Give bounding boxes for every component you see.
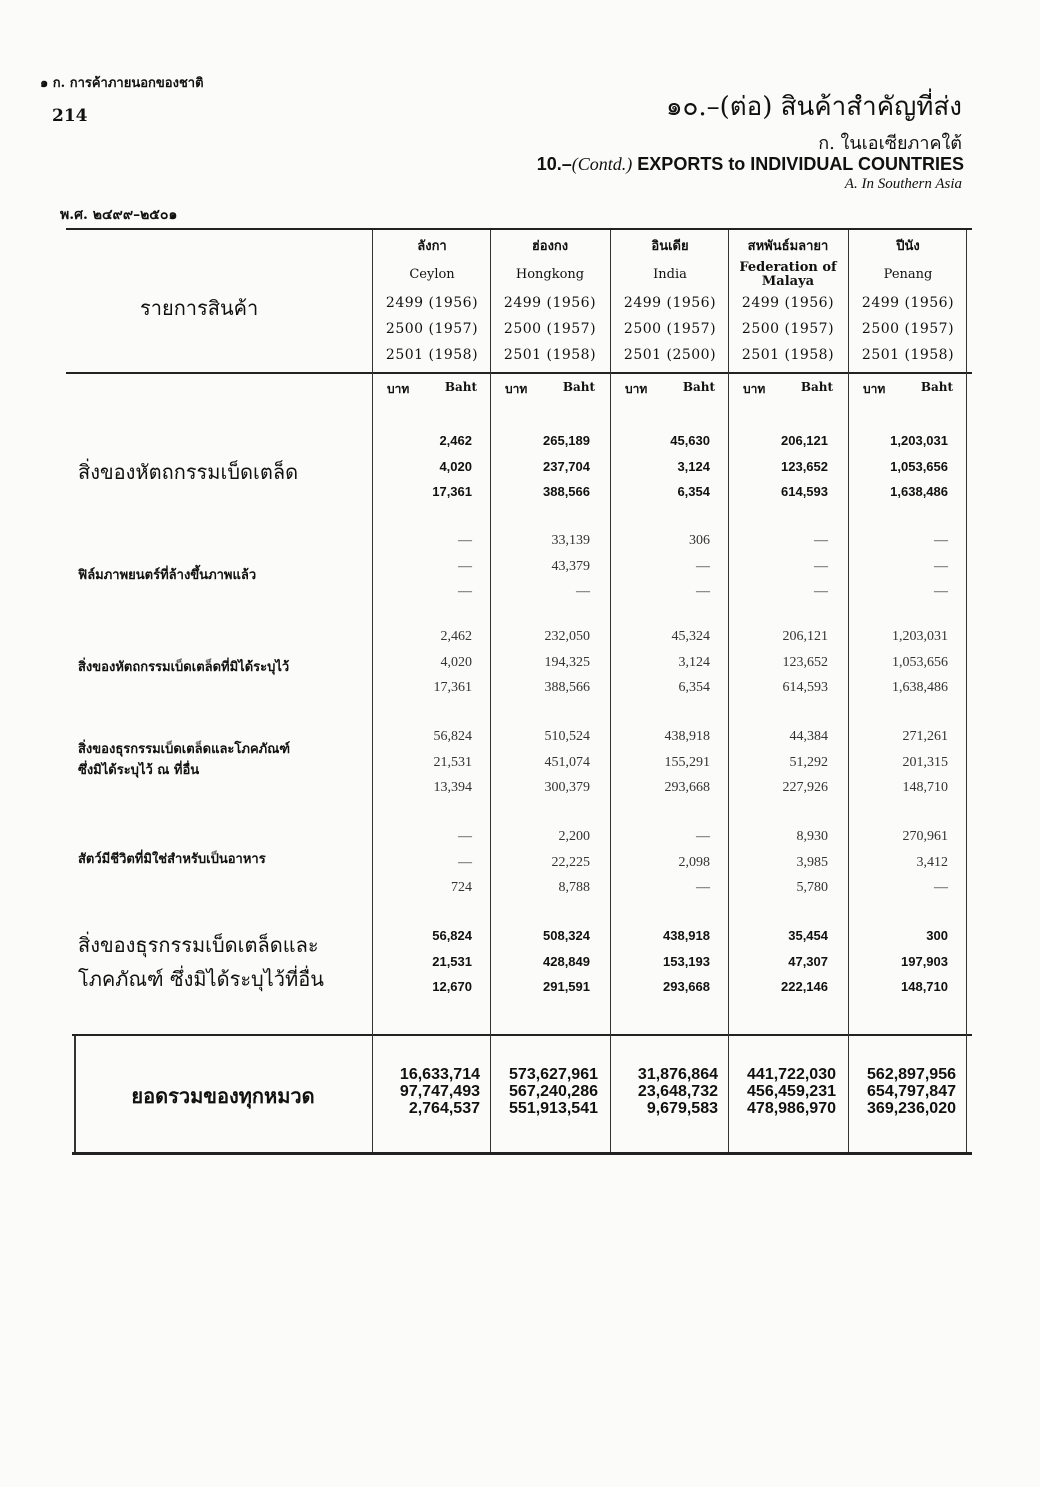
column-en-name: Ceylon [409,267,455,282]
total-cell-group [842,1066,956,1117]
table-cell: — [696,584,710,599]
table-cell: 45,630 [670,433,710,448]
total-cell: 9,679,583 [646,1100,718,1117]
table-cell-group [848,923,948,1000]
column-year: 2499 (1956) [503,295,597,311]
table-cell: 6,354 [677,484,710,499]
column-year: 2501 (1958) [385,347,479,363]
unit-row [611,380,729,399]
table-cell: 291,591 [543,979,590,994]
table-cell-group [610,428,710,505]
unit-en: Baht [682,380,715,394]
table-cell: 22,225 [551,854,590,870]
table-cell: 232,050 [544,629,590,644]
row-label-line: สิ่งของธุรกรรมเบ็ดเตล็ดและโภคภัณฑ์ [78,742,291,757]
table-cell-group [372,428,472,505]
table-cell: — [576,584,590,599]
table-cell: 438,918 [664,729,710,744]
unit-en: Baht [800,380,833,394]
table-cell: 3,412 [916,854,948,870]
table-cell: 614,593 [782,680,828,695]
table-cell: — [458,533,472,548]
table-cell: 1,638,486 [892,680,948,695]
table-cell: 35,454 [788,928,828,943]
table-top-rule [66,228,972,230]
table-cell: 1,053,656 [890,458,948,474]
table-cell: 6,354 [678,680,710,695]
table-cell: 300 [926,928,948,943]
table-cell: 155,291 [664,754,710,770]
row-label-line: สิ่งของธุรกรรมเบ็ดเตล็ดและ [78,933,319,957]
unit-row [849,380,967,399]
table-cell: 33,139 [551,533,590,548]
table-cell: 21,531 [433,754,472,770]
unit-th: บาท [505,382,528,396]
total-cell-group [366,1066,480,1117]
table-cell: 148,710 [902,780,948,795]
table-cell-group [490,824,590,901]
unit-en: Baht [444,380,477,394]
table-cell: 21,531 [432,953,472,969]
table-cell: — [814,558,828,574]
table-cell: 451,074 [544,754,590,770]
table-cell-group [372,624,472,701]
table-cell: 194,325 [544,654,590,670]
table-cell: 206,121 [782,629,828,644]
column-year: 2501 (2500) [623,347,717,363]
table-cell-group [372,923,472,1000]
column-en-name: Federation of Malaya [739,260,837,289]
row-label [78,738,368,780]
table-cell: 17,361 [433,680,472,695]
table-cell: 222,146 [781,979,828,994]
table-cell-group [848,624,948,701]
table-cell-group [610,724,710,801]
table-cell: — [934,880,948,895]
column-header-penang [849,238,967,399]
title-english-prefix: 10.– [536,154,572,174]
table-cell-group [490,528,590,605]
table-cell: 206,121 [781,433,828,448]
table-cell: 614,593 [781,484,828,499]
column-year: 2499 (1956) [741,295,835,311]
period-label: พ.ศ. ๒๔๙๙–๒๕๐๑ [60,207,178,223]
total-cell: 2,764,537 [408,1100,480,1117]
table-cell: 13,394 [433,780,472,795]
table-cell: 197,903 [901,953,948,969]
table-cell-group [490,624,590,701]
column-year: 2500 (1957) [623,321,717,337]
table-cell: 306 [689,533,710,548]
table-cell: 388,566 [544,680,590,695]
table-cell-group [728,824,828,901]
table-cell: — [814,584,828,599]
table-cell: 44,384 [789,729,828,744]
table-cell: 43,379 [551,558,590,574]
table-cell-group [848,724,948,801]
table-cell-group [372,824,472,901]
table-cell-group [848,824,948,901]
column-en-name: Hongkong [515,267,585,282]
table-cell: 2,462 [439,433,472,448]
table-cell-group [728,923,828,1000]
unit-th: บาท [743,382,766,396]
table-cell-group [728,624,828,701]
table-cell: 2,098 [678,854,710,870]
row-label: สัตว์มีชีวิตที่มิใช่สำหรับเป็นอาหาร [78,852,266,867]
unit-row [373,380,491,399]
title-english-main: EXPORTS to INDIVIDUAL COUNTRIES [632,154,964,174]
unit-row [729,380,847,399]
table-cell-group [610,528,710,605]
column-year: 2501 (1958) [503,347,597,363]
column-en-name: India [653,267,687,282]
table-cell: — [814,533,828,548]
unit-th: บาท [625,382,648,396]
table-cell: 45,324 [671,629,710,644]
total-cell: 16,633,714 [399,1066,480,1083]
table-cell: — [934,533,948,548]
subtitle-english: A. In Southern Asia [844,176,962,192]
table-cell: — [458,558,472,574]
table-cell: 3,124 [678,654,710,670]
table-cell: 2,462 [440,629,472,644]
total-cell: 31,876,864 [637,1066,718,1083]
column-th-name: อินเดีย [651,239,689,254]
table-cell: — [696,880,710,895]
column-th-name: ลังกา [417,239,447,254]
table-cell: 123,652 [782,654,828,670]
table-bottom-rule [72,1152,972,1155]
unit-row [491,380,609,399]
table-cell: 153,193 [663,953,710,969]
table-cell-group [728,528,828,605]
table-cell: — [458,854,472,870]
table-cell: 4,020 [440,654,472,670]
table-cell: — [934,558,948,574]
total-cell-group [722,1066,836,1117]
total-cell: 654,797,847 [867,1083,956,1100]
table-cell: 56,824 [433,729,472,744]
row-label-line: ซึ่งมิได้ระบุไว้ ณ ที่อื่น [78,763,200,778]
column-year: 2500 (1957) [503,321,597,337]
row-label: สิ่งของหัตถกรรมเบ็ดเตล็ด [78,460,299,484]
column-header-india [611,238,729,399]
table-cell: 201,315 [902,754,948,770]
table-cell: 51,292 [789,754,828,770]
section-label: ๑ ก. การค้าภายนอกของชาติ [40,76,204,91]
row-header-label: รายการสินค้า [140,296,259,320]
column-year: 2499 (1956) [385,295,479,311]
column-year: 2499 (1956) [623,295,717,311]
table-cell: — [696,558,710,574]
table-cell: 270,961 [902,829,948,844]
column-year: 2501 (1958) [861,347,955,363]
row-label [78,928,368,996]
table-cell-group [848,528,948,605]
table-cell-group [610,824,710,901]
table-cell: 8,930 [796,829,828,844]
total-cell: 456,459,231 [747,1083,836,1100]
unit-en: Baht [562,380,595,394]
table-cell: 123,652 [781,458,828,474]
unit-th: บาท [387,382,410,396]
row-label-line: โภคภัณฑ์ ซึ่งมิได้ระบุไว้ที่อื่น [78,967,324,991]
column-header-hongkong [491,238,609,399]
table-cell: 265,189 [543,433,590,448]
table-cell-group [372,528,472,605]
table-cell-group [848,428,948,505]
table-cell: — [458,584,472,599]
table-cell: 148,710 [901,979,948,994]
table-cell: 293,668 [664,780,710,795]
table-cell: 1,203,031 [892,629,948,644]
table-cell-group [490,724,590,801]
table-cell: 237,704 [543,458,590,474]
row-label: สิ่งของหัตถกรรมเบ็ดเตล็ดที่มิได้ระบุไว้ [78,660,290,675]
table-cell: 428,849 [543,953,590,969]
table-cell: — [696,829,710,844]
table-cell: 724 [451,880,472,895]
total-label: ยอดรวมของทุกหมวด [131,1084,315,1108]
table-cell: 17,361 [432,484,472,499]
total-cell: 23,648,732 [637,1083,718,1100]
table-cell: 4,020 [439,458,472,474]
column-en-name: Penang [883,267,933,282]
table-cell: — [934,584,948,599]
table-cell-group [372,724,472,801]
column-th-name: สหพันธ์มลายา [747,239,829,254]
total-cell: 567,240,286 [509,1083,598,1100]
title-english-contd: (Contd.) [571,154,633,174]
table-cell: 5,780 [796,880,828,895]
table-cell: 56,824 [432,928,472,943]
total-left-border [74,1036,76,1152]
table-cell: 47,307 [788,953,828,969]
table-cell-group [610,624,710,701]
table-cell: 2,200 [558,829,590,844]
table-cell: 438,918 [663,928,710,943]
title-english [537,154,964,175]
table-cell-group [728,428,828,505]
total-cell: 478,986,970 [747,1100,836,1117]
column-year: 2500 (1957) [861,321,955,337]
page-number: 214 [52,106,88,126]
table-cell: 1,203,031 [890,433,948,448]
table-cell: 300,379 [544,780,590,795]
column-year: 2500 (1957) [385,321,479,337]
table-cell: 271,261 [902,729,948,744]
unit-th: บาท [863,382,886,396]
column-year: 2501 (1958) [741,347,835,363]
table-cell: 8,788 [558,880,590,895]
subtitle-thai: ก. ในเอเซียภาคใต้ [818,133,962,154]
column-th-name: ฮ่องกง [531,239,569,254]
table-cell: 12,670 [432,979,472,994]
table-cell-group [610,923,710,1000]
title-thai: ๑๐.–(ต่อ) สินค้าสำคัญที่ส่ง [665,92,962,122]
table-cell-group [728,724,828,801]
total-cell-group [484,1066,598,1117]
table-cell: 3,985 [796,854,828,870]
total-cell-group [604,1066,718,1117]
column-year: 2499 (1956) [861,295,955,311]
table-cell-group [490,923,590,1000]
table-cell: 1,638,486 [890,484,948,499]
total-cell: 551,913,541 [509,1100,598,1117]
total-cell: 573,627,961 [509,1066,598,1083]
table-cell: 388,566 [543,484,590,499]
table-cell: 227,926 [782,780,828,795]
table-cell-group [490,428,590,505]
table-cell: 510,524 [544,729,590,744]
table-cell: 508,324 [543,928,590,943]
total-top-rule [72,1034,972,1036]
table-cell: 3,124 [677,458,710,474]
table-cell: 1,053,656 [892,654,948,670]
column-header-malaya [729,238,847,399]
unit-en: Baht [920,380,953,394]
row-label: ฟิล์มภาพยนตร์ที่ล้างขึ้นภาพแล้ว [78,568,257,583]
total-cell: 562,897,956 [867,1066,956,1083]
total-cell: 441,722,030 [747,1066,836,1083]
table-cell: 293,668 [663,979,710,994]
total-cell: 97,747,493 [399,1083,480,1100]
column-th-name: ปีนัง [896,239,920,254]
table-cell: — [458,829,472,844]
column-header-ceylon [373,238,491,399]
total-cell: 369,236,020 [867,1100,956,1117]
column-year: 2500 (1957) [741,321,835,337]
